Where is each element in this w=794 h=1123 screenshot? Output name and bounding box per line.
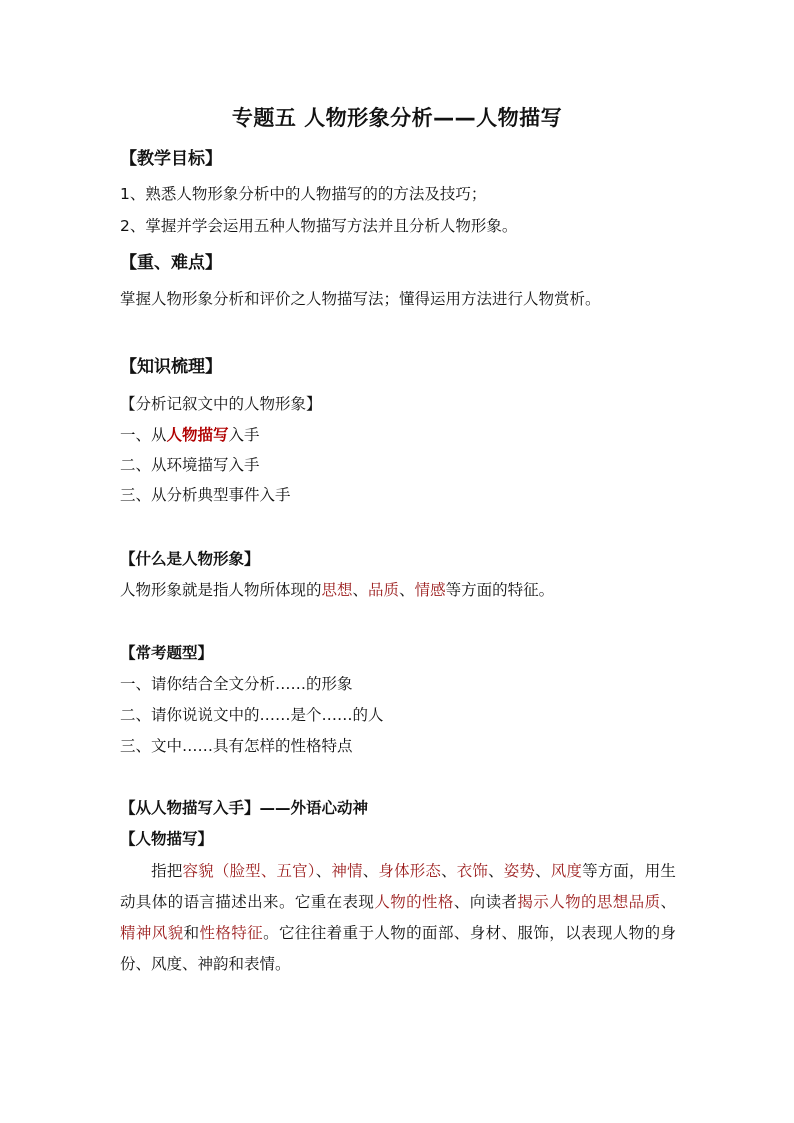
type-item-3: 三、文中……具有怎样的性格特点: [120, 737, 353, 755]
what-text-part-2: 等方面的特征。: [445, 581, 555, 599]
desc-keyword: 姿势: [503, 862, 536, 880]
types-heading: 【常考题型】: [120, 644, 214, 662]
desc-keyword: 人物的性格: [374, 893, 454, 911]
knowledge-heading: 【知识梳理】: [120, 357, 222, 377]
what-text-part-1: 人物形象就是指人物所体现的: [120, 581, 322, 599]
desc-keyword: 神情: [331, 862, 363, 880]
what-heading: 【什么是人物形象】: [120, 550, 260, 568]
knowledge-item-1-suffix: 入手: [228, 426, 260, 444]
what-sep-2: 、: [399, 581, 415, 599]
knowledge-item-2: 二、从环境描写入手: [120, 456, 260, 474]
key-heading: 【重、难点】: [120, 253, 222, 273]
desc-text-run: 、: [441, 862, 457, 880]
desc-keyword: 精神风貌: [120, 924, 184, 942]
desc-text-run: 等方面，用生动具体的语言描述出来。它重在表现: [120, 862, 676, 911]
desc-text-run: 、: [535, 862, 551, 880]
desc-keyword: 揭示人物的思想品质: [517, 893, 661, 911]
desc-text-run: 指把: [151, 862, 183, 880]
desc-keyword: 容貌（脸型、五官）: [182, 862, 316, 880]
from-heading: 【从人物描写入手】——外语心动神: [120, 799, 369, 817]
desc-keyword: 衣饰: [456, 862, 489, 880]
knowledge-item-3: 三、从分析典型事件入手: [120, 486, 291, 504]
what-keyword-2: 品质: [368, 581, 400, 599]
knowledge-item-1: [120, 424, 260, 446]
desc-text-run: 、: [488, 862, 504, 880]
page-title: 专题五 人物形象分析——人物描写: [231, 106, 563, 130]
desc-keyword: 性格特征: [199, 924, 264, 942]
desc-heading: 【人物描写】: [120, 830, 214, 848]
desc-text-run: 、: [362, 862, 379, 880]
desc-keyword: 身体形态: [378, 862, 442, 880]
what-sep-1: 、: [352, 581, 369, 599]
knowledge-item-1-prefix: 一、从: [120, 426, 167, 444]
desc-text-run: 。它往往着重于人物的面部、身材、服饰，以表现人物的身份、风度、神韵和表情。: [120, 924, 676, 973]
knowledge-subheading: 【分析记叙文中的人物形象】: [120, 395, 322, 413]
desc-text-run: 和: [183, 924, 200, 942]
desc-paragraph-text: [120, 862, 676, 973]
type-item-2: 二、请你说说文中的……是个……的人: [120, 706, 384, 724]
knowledge-item-1-emphasis: 人物描写: [166, 426, 229, 444]
desc-keyword: 风度: [550, 862, 583, 880]
goal-item-1: 1、熟悉人物形象分析中的人物描写的的方法及技巧；: [120, 185, 487, 203]
what-keyword-1: 思想: [321, 581, 353, 599]
desc-text-run: 、向读者: [453, 893, 518, 911]
what-text: [120, 579, 554, 601]
goal-item-2: 2、掌握并学会运用五种人物描写方法并且分析人物形象。: [120, 217, 518, 235]
desc-paragraph: [120, 856, 676, 980]
desc-text-run: 、: [315, 862, 332, 880]
goals-heading: 【教学目标】: [120, 149, 222, 169]
what-keyword-3: 情感: [414, 581, 446, 599]
key-text: 掌握人物形象分析和评价之人物描写法；懂得运用方法进行人物赏析。: [120, 290, 601, 308]
type-item-1: 一、请你结合全文分析……的形象: [120, 675, 353, 693]
desc-text-run: 、: [660, 893, 676, 911]
